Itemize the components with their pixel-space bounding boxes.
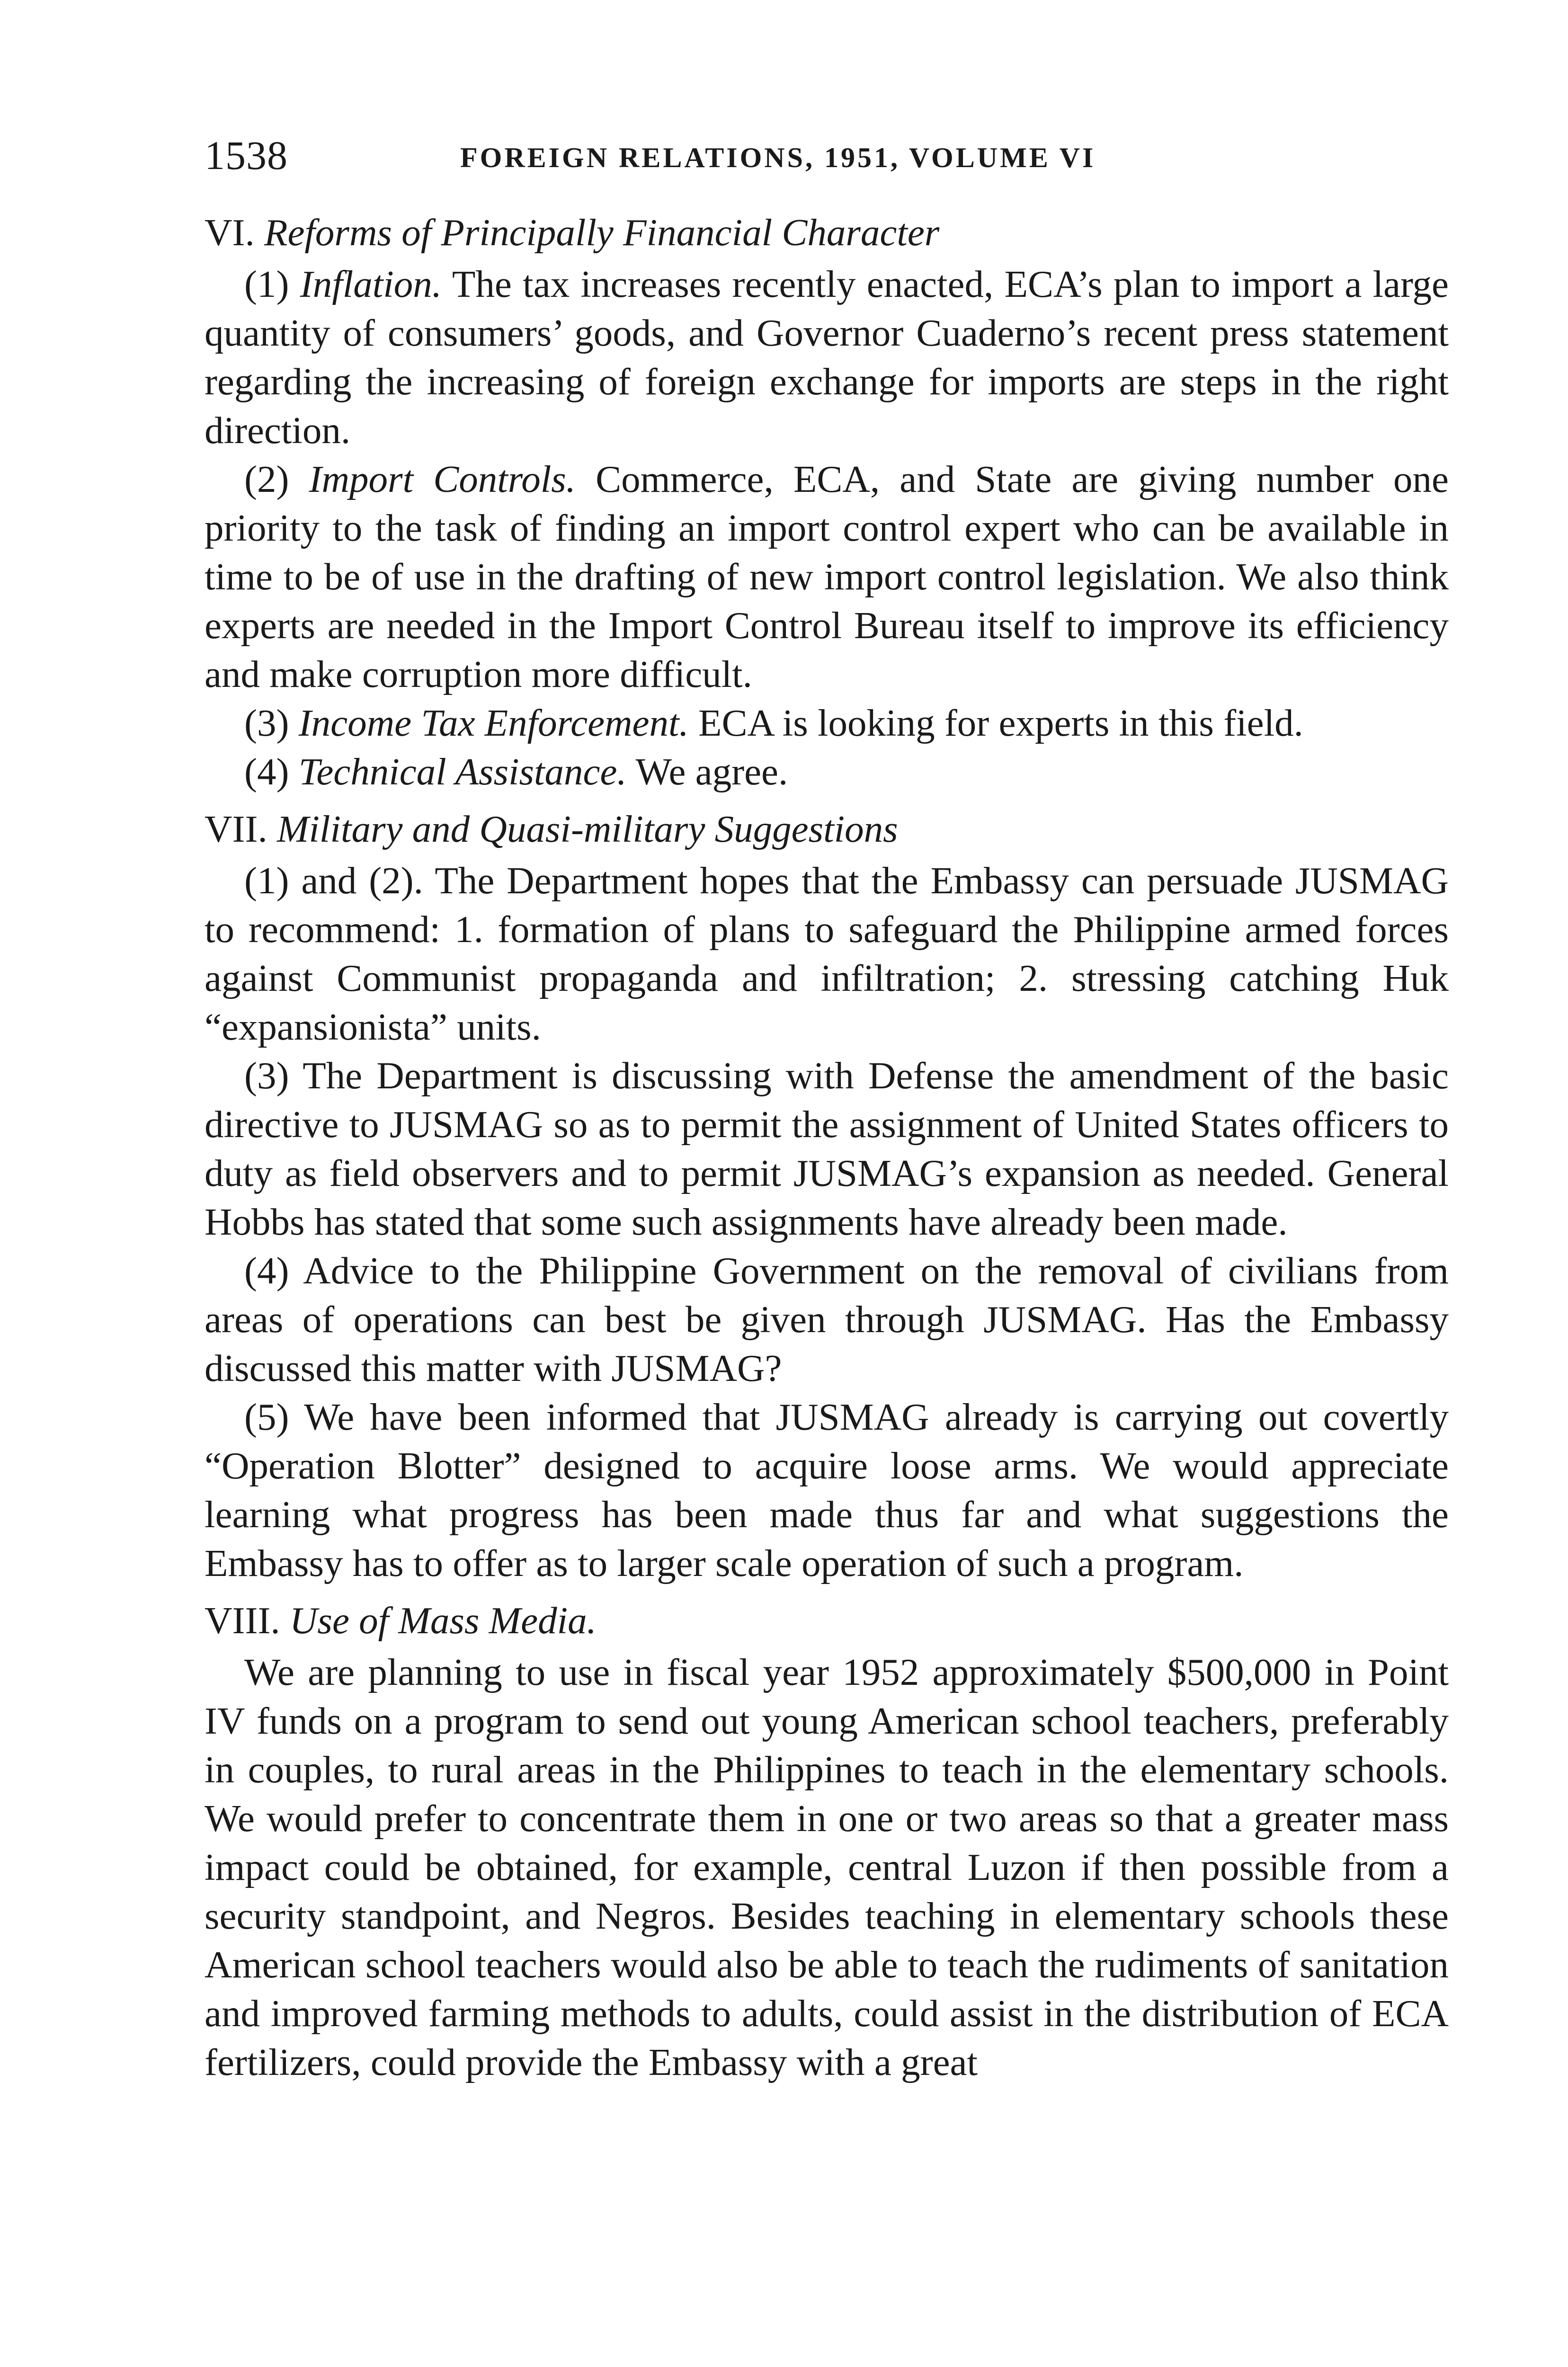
section-title: Military and Quasi-military Suggestions: [276, 808, 898, 850]
item-lead: Technical Assistance.: [298, 750, 627, 793]
paragraph-text: We have been informed that JUSMAG already is carrying out covertly “Operation Blotter” designed to acquire loose arms. We would appreciate learning what progress has been made thus far and what suggestions the Embassy has to offer as to larger scale operation of such a program.: [205, 1396, 1449, 1584]
item-number: (5): [244, 1396, 289, 1438]
item-number: (3): [244, 702, 289, 744]
paragraph-text: The Department is discussing with Defense the amendment of the basic directive to JUSMAG so as to permit the assignment of United States officers to duty as field observers and to permit JUSMAG’s expansion as needed. General Hobbs has stated that some such assignments have already been made.: [205, 1054, 1449, 1243]
section-heading: [205, 1596, 1449, 1645]
section-heading: [205, 805, 1449, 854]
paragraph: [205, 1648, 1449, 2087]
paragraph-text: The tax increases recently enacted, ECA’s plan to import a large quantity of consumers’ goods, and Governor Cuaderno’s recent press statement regarding the increasing of foreign exchange for imports are steps in the right direction.: [205, 263, 1449, 452]
running-title: FOREIGN RELATIONS, 1951, VOLUME VI: [460, 142, 1096, 173]
section-title: Reforms of Principally Financial Character: [264, 211, 940, 254]
item-number: (1): [244, 263, 289, 305]
item-number: (4): [244, 750, 289, 793]
section-numeral: VII.: [205, 808, 267, 850]
paragraph: [205, 699, 1449, 747]
paragraph-text: We agree.: [635, 750, 788, 793]
paragraph: [205, 1246, 1449, 1393]
paragraph: [205, 1393, 1449, 1588]
paragraph-text: Commerce, ECA, and State are giving number one priority to the task of finding an import control expert who can be available in time to be of use in the drafting of new import control legislation. We also think experts are needed in the Import Control Bureau itself to improve its efficiency and make corruption more difficult.: [205, 458, 1449, 695]
item-lead: Import Controls.: [309, 458, 576, 500]
section-numeral: VI.: [205, 211, 255, 254]
paragraph: [205, 1051, 1449, 1246]
item-lead: Inflation.: [300, 263, 442, 305]
paragraph-text: The Department hopes that the Embassy can persuade JUSMAG to recommend: 1. formation of plans to safeguard the Philippine armed forces against Communist propaganda and infiltration; 2. stressing catching Huk “expansionista” units.: [205, 859, 1449, 1048]
item-number: (2): [244, 458, 289, 500]
paragraph-text: ECA is looking for experts in this field.: [698, 702, 1303, 744]
item-number: (1) and (2).: [244, 859, 423, 902]
page-number: 1538: [205, 133, 288, 178]
section-numeral: VIII.: [205, 1599, 280, 1642]
item-number: (4): [244, 1249, 289, 1292]
item-lead: Income Tax Enforcement.: [298, 702, 689, 744]
paragraph-text: Advice to the Philippine Government on the removal of civilians from areas of operations can best be given through JUSMAG. Has the Embassy discussed this matter with JUSMAG?: [205, 1249, 1449, 1389]
section-title: Use of Mass Media.: [289, 1599, 597, 1642]
document-body: [205, 208, 1449, 2087]
paragraph: [205, 260, 1449, 455]
paragraph-text: We are planning to use in fiscal year 1952 approximately $500,000 in Point IV funds on a program to send out young American school teachers, preferably in couples, to rural areas in the Philippines to teach in the elementary schools. We would prefer to concentrate them in one or two areas so that a greater mass impact could be obtained, for example, central Luzon if then possible from a security standpoint, and Negros. Besides teaching in elementary schools these American school teachers would also be able to teach the rudiments of sanitation and improved farming methods to adults, could assist in the distribution of ECA fertilizers, could provide the Embassy with a great: [205, 1651, 1449, 2083]
section-heading: [205, 208, 1449, 257]
running-head: [205, 127, 1449, 184]
paragraph: [205, 856, 1449, 1051]
paragraph: [205, 747, 1449, 796]
paragraph: [205, 455, 1449, 699]
item-number: (3): [244, 1054, 289, 1097]
